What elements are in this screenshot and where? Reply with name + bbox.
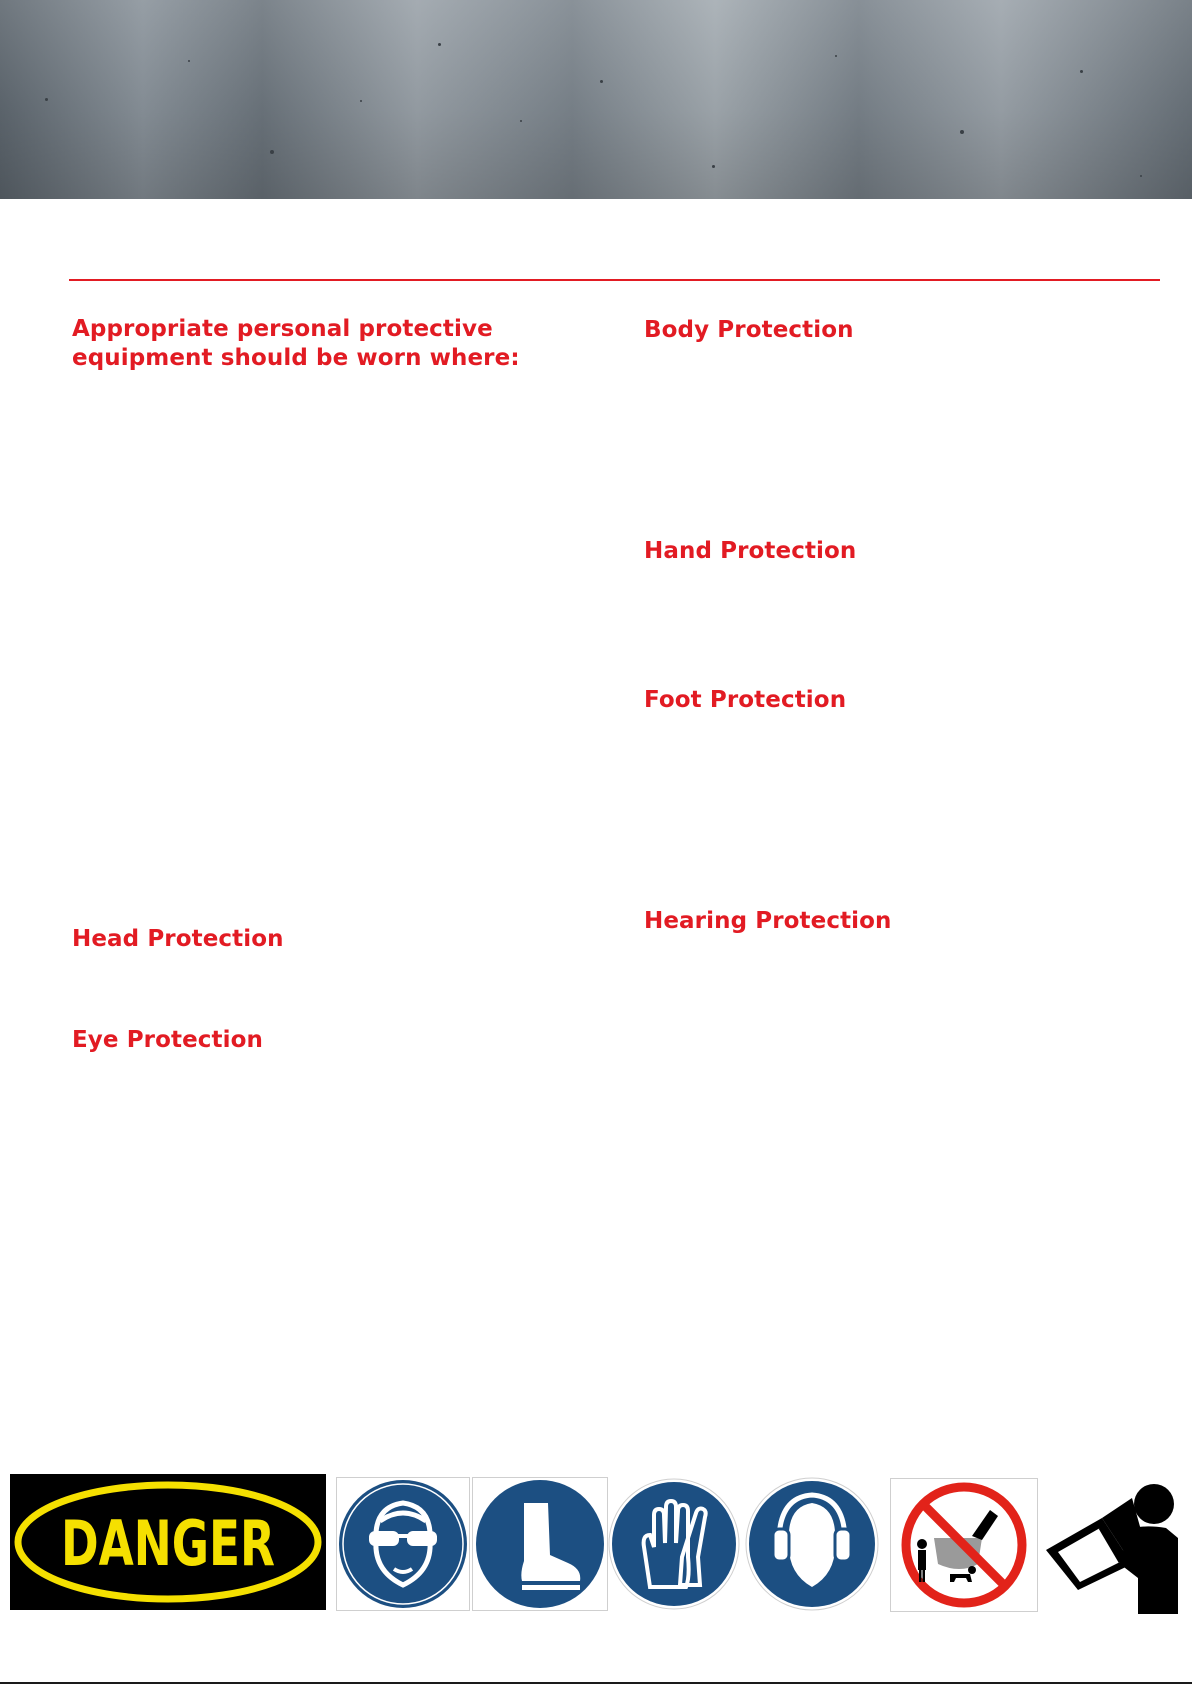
eye-protection-sign: [336, 1477, 470, 1611]
hearing-protection-sign: [745, 1477, 879, 1611]
danger-text: DANGER: [61, 1507, 275, 1580]
eye-protection-heading: Eye Protection: [72, 1027, 263, 1053]
danger-sign: [10, 1474, 326, 1610]
hand-protection-heading: Hand Protection: [644, 538, 857, 564]
body-protection-heading: Body Protection: [644, 317, 854, 343]
footer-rule: [0, 1682, 1192, 1684]
read-manual-sign: [1046, 1478, 1186, 1616]
no-access-sign: [890, 1478, 1038, 1612]
head-protection-heading: Head Protection: [72, 926, 284, 952]
hand-protection-sign: [608, 1477, 740, 1611]
concrete-banner: [0, 0, 1192, 199]
hearing-protection-heading: Hearing Protection: [644, 908, 892, 934]
foot-protection-sign: [472, 1477, 608, 1611]
foot-protection-heading: Foot Protection: [644, 687, 847, 713]
section-divider: [69, 279, 1160, 281]
intro-heading: Appropriate personal protective equipment should be worn where:: [72, 316, 520, 371]
